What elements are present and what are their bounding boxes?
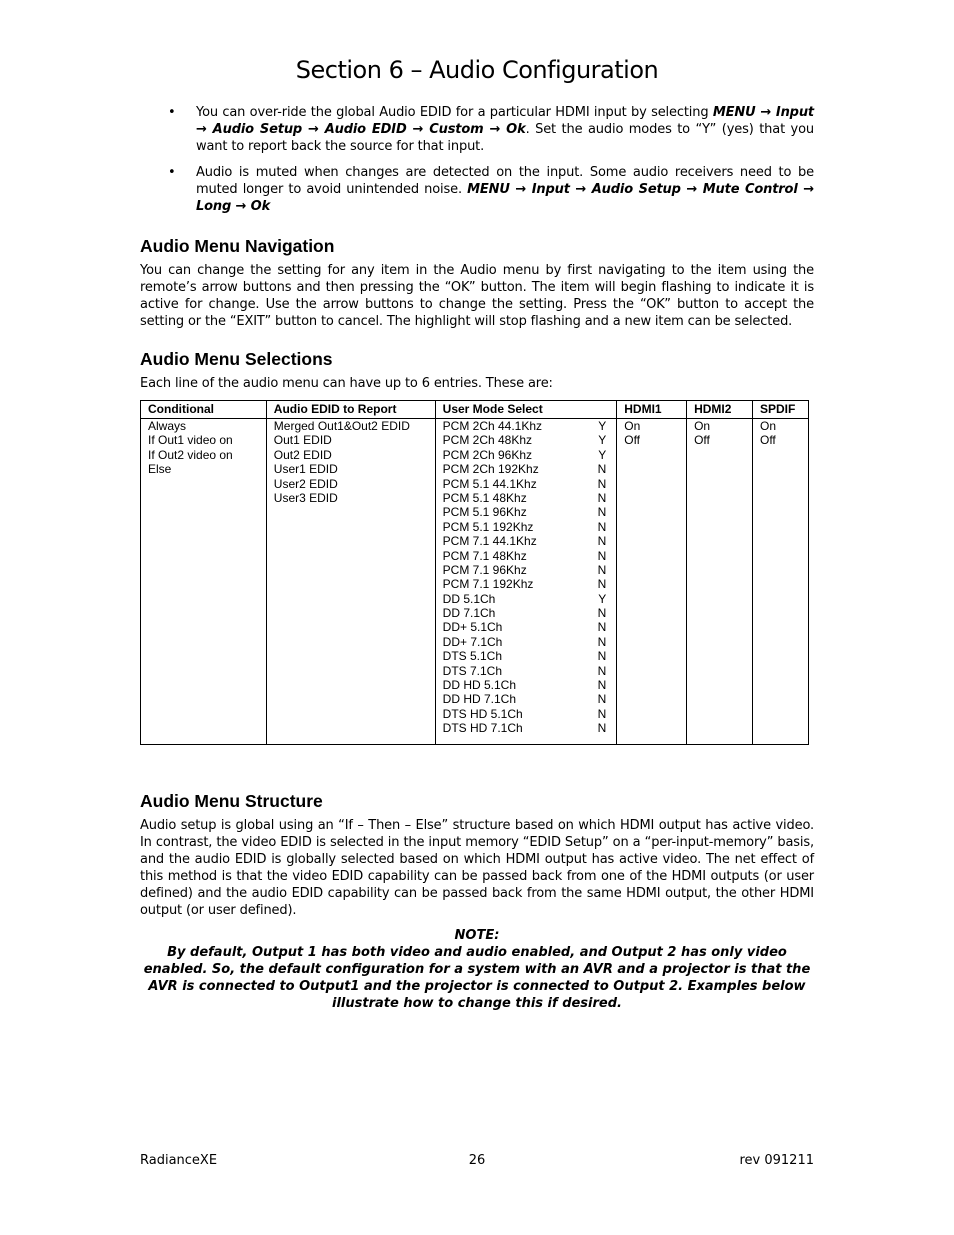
mode-row: PCM 5.1 48Khz N xyxy=(442,490,607,505)
list-item: Else xyxy=(148,462,172,477)
navigation-heading: Audio Menu Navigation xyxy=(140,236,335,256)
structure-heading: Audio Menu Structure xyxy=(140,791,323,811)
mode-row: DTS HD 7.1Ch N xyxy=(442,721,607,736)
conditional-cell xyxy=(141,419,267,745)
mode-row: PCM 7.1 48Khz N xyxy=(442,548,607,563)
spdif-cell xyxy=(752,419,808,745)
list-item: On xyxy=(624,419,641,433)
header-conditional: Conditional xyxy=(141,401,267,419)
header-hdmi1: HDMI1 xyxy=(617,401,687,419)
table-header-row xyxy=(141,401,809,419)
mode-row: PCM 2Ch 44.1Khz Y xyxy=(442,419,607,433)
mode-row: PCM 5.1 96Khz N xyxy=(442,505,607,520)
mode-row: PCM 5.1 44.1Khz N xyxy=(442,476,607,491)
mode-row: DD 5.1Ch Y xyxy=(442,591,607,606)
hdmi2-cell xyxy=(687,419,753,745)
page-title: Section 6 – Audio Configuration xyxy=(295,56,659,84)
mode-row: DTS 5.1Ch N xyxy=(442,649,607,664)
header-hdmi2: HDMI2 xyxy=(687,401,753,419)
mode-row: DD 7.1Ch N xyxy=(442,606,607,621)
navigation-paragraph: You can change the setting for any item in the Audio menu by first navigating to the item using the remote’s arrow buttons and then pressing the “OK” button. The item will begin flashing to indicate it is active for change. Use the arrow buttons to change the setting. Press the “OK” button to accept the setting or the “EXIT” button to cancel. The highlight will stop flashing and a new item can be selected. xyxy=(140,263,814,329)
list-item: Out2 EDID xyxy=(273,447,332,462)
bullet-dot-icon: • xyxy=(168,165,176,180)
list-item: Out1 EDID xyxy=(273,433,332,448)
list-item: On xyxy=(694,419,711,433)
structure-paragraph: Audio setup is global using an “If – Then – Else” structure based on which HDMI output has active video. In contrast, the video EDID is selected in the input memory “EDID Setup” on a “per-input-memory” basis, and the audio EDID is globally selected based on which HDMI output has active video. The net effect of this method is that the video EDID capability can be passed back from one of the HDMI outputs (or user defined) and the audio EDID capability can be passed back from the same HDMI output, the other HDMI output (or user defined). xyxy=(140,818,814,918)
mode-row: DD+ 5.1Ch N xyxy=(442,620,607,635)
menu-path: MENU → Input → Audio Setup → Audio EDID → Custom → Ok xyxy=(196,105,814,137)
list-item: If Out1 video on xyxy=(148,433,233,448)
bullet-item xyxy=(166,104,814,155)
table-row xyxy=(141,419,809,745)
menu-path: MENU → Input → Audio Setup → Mute Control → Long → Ok xyxy=(196,182,814,214)
mode-row: DD HD 5.1Ch N xyxy=(442,678,607,693)
footer-revision: rev 091211 xyxy=(739,1153,814,1168)
note-text: By default, Output 1 has both video and audio enabled, and Output 2 has only video enabled. So, the default configuration for a system with an AVR and a projector is that the AVR is connected to Output1 and the projector is connected to Output 2. Examples below illustrate how to change this if desired. xyxy=(143,945,811,1011)
mode-row: DTS HD 5.1Ch N xyxy=(442,706,607,721)
mode-row: DTS 7.1Ch N xyxy=(442,663,607,678)
mode-row: DD+ 7.1Ch N xyxy=(442,634,607,649)
mode-row: PCM 2Ch 96Khz Y xyxy=(442,447,607,462)
header-spdif: SPDIF xyxy=(752,401,808,419)
header-audio-edid: Audio EDID to Report xyxy=(266,401,435,419)
list-item: Off xyxy=(624,433,641,448)
mode-row: PCM 2Ch 48Khz Y xyxy=(442,433,607,448)
bullet-list xyxy=(166,104,814,224)
list-item: Off xyxy=(694,433,710,448)
note-label: NOTE: xyxy=(454,928,500,943)
bullet-text: You can over-ride the global Audio EDID for a particular HDMI input by selecting MENU → Input → Audio Setup → Audio EDID → Custom → Ok. Set the audio modes to “Y” (yes) that you want to report back the source for that input. xyxy=(196,105,814,154)
list-item: User1 EDID xyxy=(273,462,338,477)
selections-heading: Audio Menu Selections xyxy=(140,349,333,369)
user-mode-cell xyxy=(435,419,617,745)
selections-intro: Each line of the audio menu can have up to 6 entries. These are: xyxy=(140,376,553,391)
list-item: If Out2 video on xyxy=(148,447,233,462)
list-item: Always xyxy=(148,419,187,433)
list-item: User3 EDID xyxy=(273,490,338,505)
mode-row: PCM 2Ch 192Khz N xyxy=(442,462,607,477)
header-user-mode: User Mode Select xyxy=(435,401,617,419)
page-number: 26 xyxy=(468,1153,486,1168)
list-item: On xyxy=(759,419,776,433)
list-item: User2 EDID xyxy=(273,476,338,491)
list-item: Off xyxy=(759,433,776,448)
mode-row: PCM 5.1 192Khz N xyxy=(442,519,607,534)
edid-cell xyxy=(266,419,435,745)
mode-row: PCM 7.1 44.1Khz N xyxy=(442,534,607,549)
bullet-item xyxy=(166,164,814,215)
footer-product: RadianceXE xyxy=(140,1153,218,1168)
hdmi1-cell xyxy=(617,419,687,745)
mode-row: DD HD 7.1Ch N xyxy=(442,692,607,707)
bullet-text: Audio is muted when changes are detected on the input. Some audio receivers need to be muted longer to avoid unintended noise. MENU → Input → Audio Setup → Mute Control → Long → Ok xyxy=(196,165,814,214)
list-item: Merged Out1&Out2 EDID xyxy=(273,419,410,433)
mode-row: PCM 7.1 96Khz N xyxy=(442,562,607,577)
mode-row: PCM 7.1 192Khz N xyxy=(442,577,607,592)
bullet-dot-icon: • xyxy=(168,105,176,120)
audio-menu-selections-table xyxy=(140,400,809,745)
